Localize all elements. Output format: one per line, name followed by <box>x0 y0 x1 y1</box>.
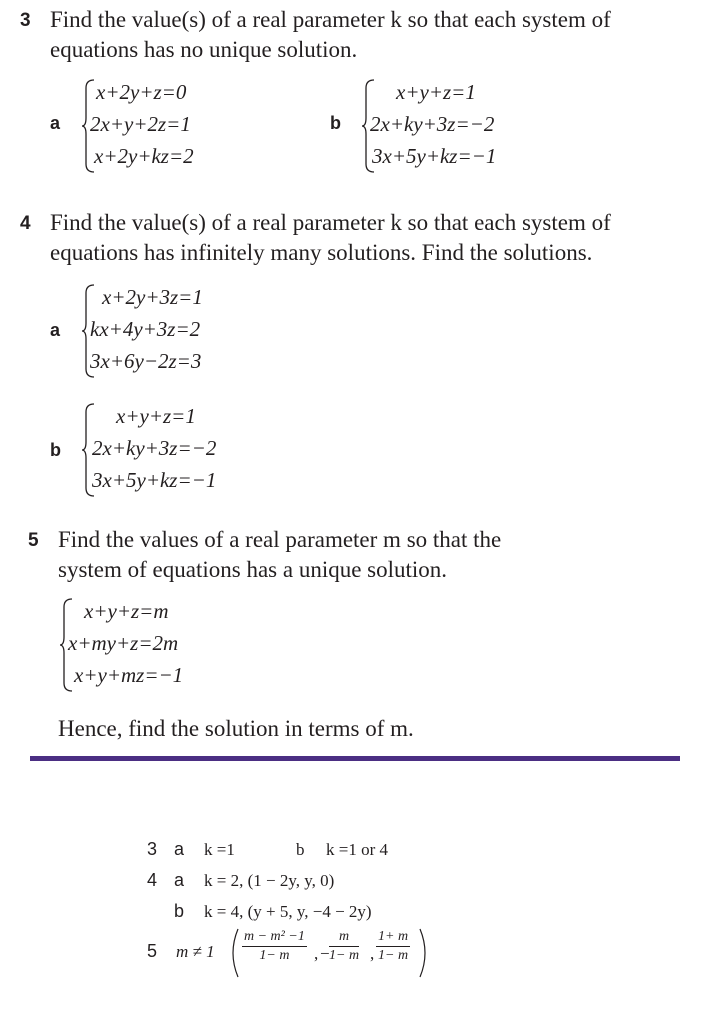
answer-5-fraction-2 <box>329 929 359 964</box>
answer-5-minus-sign: − <box>320 944 330 963</box>
q5-equation-3: x+y+mz=−1 <box>74 663 184 687</box>
question-5-number: 5 <box>28 530 39 551</box>
q5-system <box>60 597 260 693</box>
q4b-equation-1: x+y+z=1 <box>116 404 196 428</box>
question-5-text-line2: system of equations has a unique solution. <box>58 557 448 582</box>
answer-4-number: 4 <box>147 870 158 890</box>
question-5-hence: Hence, find the solution in terms of m. <box>58 716 414 741</box>
q3a-system <box>82 78 262 174</box>
q3a-equation-1: x+2y+z=0 <box>96 80 187 104</box>
q3b-equation-2: 2x+ky+3z=−2 <box>370 112 495 136</box>
question-4-number: 4 <box>20 213 31 234</box>
answer-4a-value: k = 2, (1 − 2y, y, 0) <box>204 871 335 890</box>
answer-5-fraction-1-numerator: m − m² −1 <box>242 929 307 947</box>
answer-5-fraction-2-denominator: 1− m <box>329 948 360 963</box>
answer-5-fraction-2-numerator: m <box>329 929 359 947</box>
answer-5-fraction-3-denominator: 1− m <box>378 948 409 963</box>
answer-5-separator-1: , <box>314 944 319 963</box>
answer-5-fraction-1-denominator: 1− m <box>259 948 290 963</box>
q4b-equation-2: 2x+ky+3z=−2 <box>92 436 217 460</box>
q4b-equation-3: 3x+5y+kz=−1 <box>92 468 217 492</box>
q4a-equation-2: kx+4y+3z=2 <box>90 317 201 341</box>
q3b-equation-3: 3x+5y+kz=−1 <box>372 144 497 168</box>
answer-4b-label: b <box>174 901 185 921</box>
question-3-text-line1: Find the value(s) of a real parameter k so that each system of <box>50 7 611 32</box>
q4a-equation-3: 3x+6y−2z=3 <box>90 349 202 373</box>
section-divider <box>30 756 680 761</box>
question-3-number: 3 <box>20 10 31 31</box>
answer-5-separator-2: , <box>370 944 375 963</box>
question-5-text-line1: Find the values of a real parameter m so that the <box>58 527 502 552</box>
q3-part-b-label: b <box>330 113 341 133</box>
answer-3a-value: k =1 <box>204 840 235 859</box>
answer-4b-value: k = 4, (y + 5, y, −4 − 2y) <box>204 902 372 921</box>
question-3-text-line2: equations has no unique solution. <box>50 37 358 62</box>
answer-4a-label: a <box>174 870 185 890</box>
right-paren-icon <box>418 927 432 979</box>
answer-3-number: 3 <box>147 839 158 859</box>
answer-5-fraction-3-numerator: 1+ m <box>376 929 410 947</box>
q3a-equation-2: 2x+y+2z=1 <box>90 112 191 136</box>
answer-5-condition: m ≠ 1 <box>176 942 215 961</box>
q4a-equation-1: x+2y+3z=1 <box>102 285 203 309</box>
q4a-system <box>82 283 282 379</box>
q5-equation-2: x+my+z=2m <box>68 631 179 655</box>
question-4-text-line1: Find the value(s) of a real parameter k so that each system of <box>50 210 611 235</box>
answer-5-fraction-3 <box>376 929 410 964</box>
q3b-system <box>362 78 562 174</box>
q4b-system <box>82 402 282 498</box>
answer-3b-value: k =1 or 4 <box>326 840 388 859</box>
answer-3b-label: b <box>296 840 305 859</box>
q5-equation-1: x+y+z=m <box>84 599 169 623</box>
question-4-text-line2: equations has infinitely many solutions. Find the solutions. <box>50 240 593 265</box>
answer-5-number: 5 <box>147 941 158 961</box>
q4-part-a-label: a <box>50 320 61 340</box>
answer-3a-label: a <box>174 839 185 859</box>
q4-part-b-label: b <box>50 440 61 460</box>
answer-5-fraction-1 <box>242 929 307 964</box>
q3a-equation-3: x+2y+kz=2 <box>94 144 194 168</box>
q3b-equation-1: x+y+z=1 <box>396 80 476 104</box>
left-paren-icon <box>226 927 240 979</box>
q3-part-a-label: a <box>50 113 61 133</box>
